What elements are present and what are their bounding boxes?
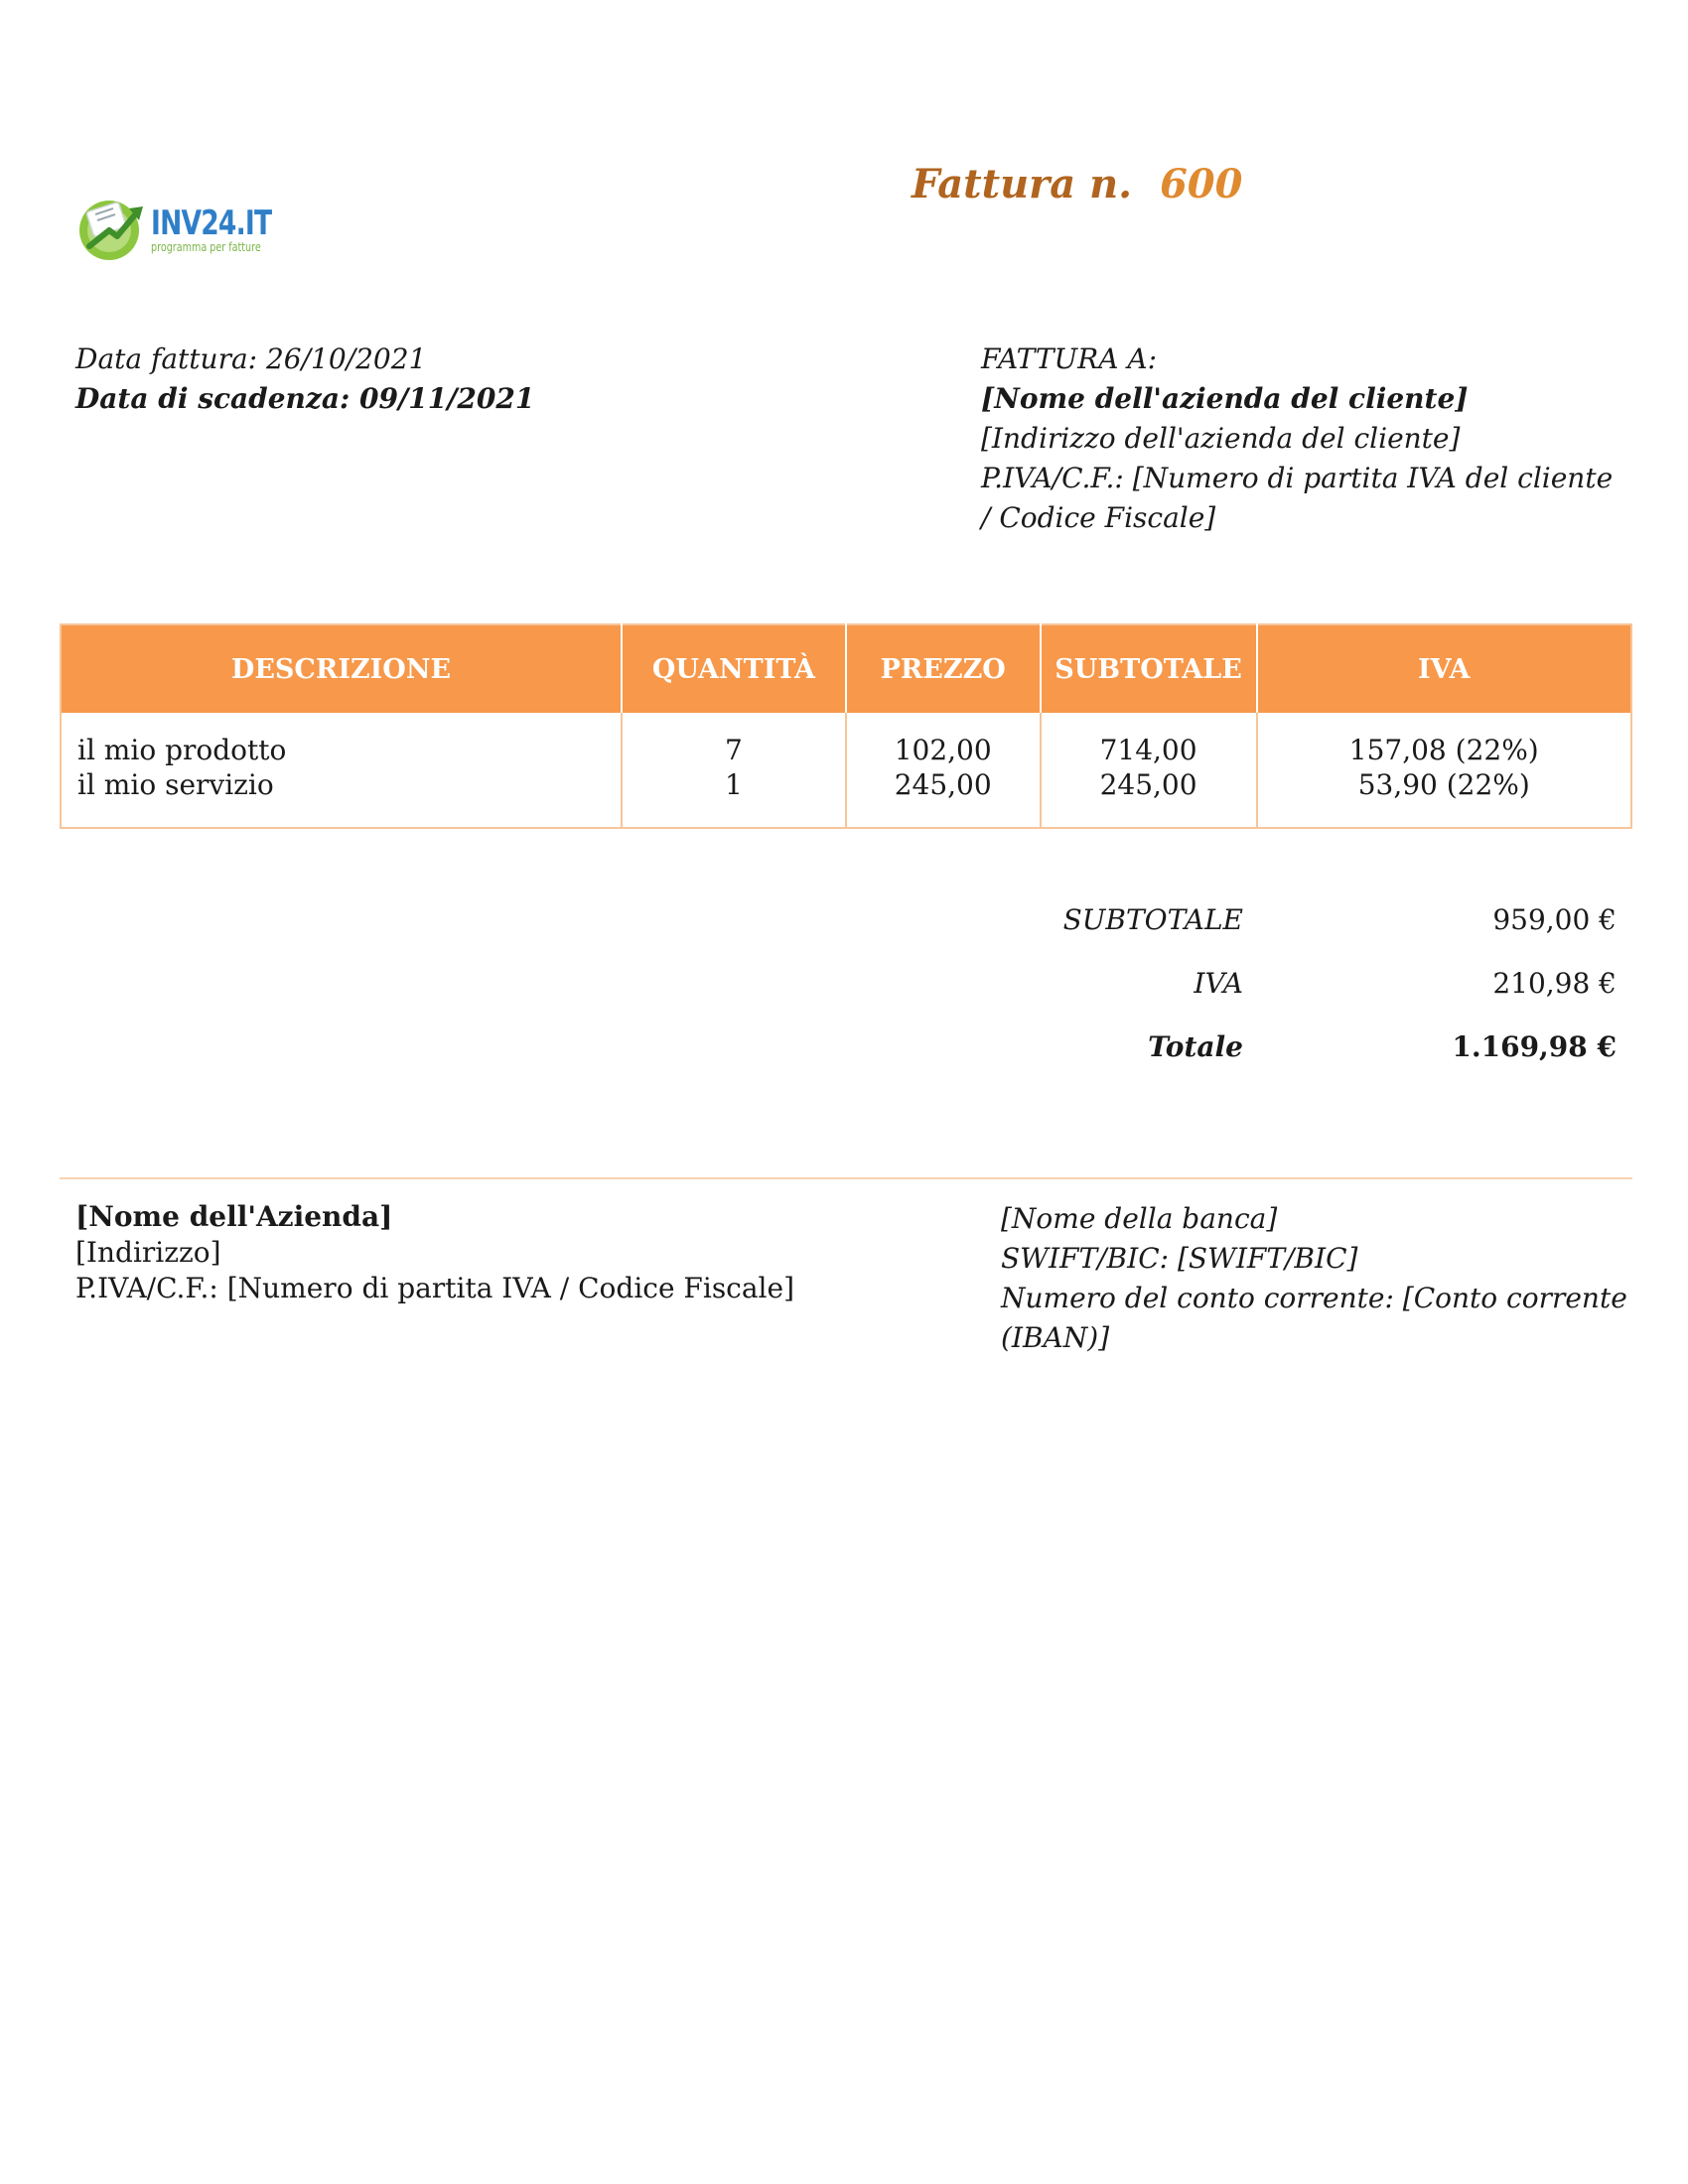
column-header-subtotal: SUBTOTALE [1041,624,1257,713]
vat-cell [1257,713,1631,828]
table-row [61,713,1631,828]
client-address: [Indirizzo dell'azienda del cliente] [981,422,1461,455]
row-vat: 53,90 (22%) [1357,768,1530,801]
company-address: [Indirizzo] [75,1236,221,1269]
row-vat: 157,08 (22%) [1348,734,1539,766]
column-header-vat: IVA [1257,624,1631,713]
logo-text: INV24.IT [151,204,272,243]
client-vat: P.IVA/C.F.: [Numero di partita IVA del cliente / Codice Fiscale] [981,462,1614,534]
subtotal-label: SUBTOTALE [1062,903,1243,936]
bank-account: Numero del conto corrente: [Conto corrente (IBAN)] [1001,1282,1627,1354]
bill-to-heading: FATTURA A: [981,342,1158,375]
bank-name: [Nome della banca] [1001,1202,1278,1235]
due-date: Data di scadenza: 09/11/2021 [75,382,535,415]
logo-emblem-icon [75,189,151,268]
row-description: il mio servizio [77,768,274,801]
footer-divider [60,1177,1632,1179]
price-cell [846,713,1041,828]
description-cell [61,713,622,828]
total-value: 1.169,98 € [1452,1030,1617,1063]
vat-value: 210,98 € [1492,967,1617,1000]
column-header-quantity: QUANTITÀ [622,624,846,713]
column-header-description: DESCRIZIONE [61,624,622,713]
company-block [75,1199,794,1306]
row-quantity: 7 [724,734,743,766]
bill-to-block [981,340,1617,538]
client-name: [Nome dell'azienda del cliente] [981,382,1469,415]
logo-tagline: programma per fatture [151,240,261,254]
row-description: il mio prodotto [77,734,287,766]
bank-swift: SWIFT/BIC: [SWIFT/BIC] [1001,1242,1358,1275]
company-vat: P.IVA/C.F.: [Numero di partita IVA / Codice Fiscale] [75,1272,795,1304]
table-header-row [61,624,1631,713]
bank-block [1001,1199,1636,1358]
subtotal-value: 959,00 € [1492,903,1617,936]
vat-label: IVA [1194,967,1243,1000]
quantity-cell [622,713,846,828]
invoice-title [912,161,1242,207]
row-subtotal: 245,00 [1099,768,1197,801]
invoice-title-prefix: Fattura n. [912,161,1133,207]
invoice-number: 600 [1159,161,1243,207]
row-quantity: 1 [724,768,743,801]
column-header-price: PREZZO [846,624,1041,713]
invoice-date: Data fattura: 26/10/2021 [75,342,427,375]
row-subtotal: 714,00 [1099,734,1197,766]
total-label: Totale [1148,1030,1243,1063]
row-price: 102,00 [894,734,992,766]
row-price: 245,00 [894,768,992,801]
items-table [60,623,1632,829]
company-name: [Nome dell'Azienda] [75,1200,393,1233]
subtotal-cell [1041,713,1257,828]
